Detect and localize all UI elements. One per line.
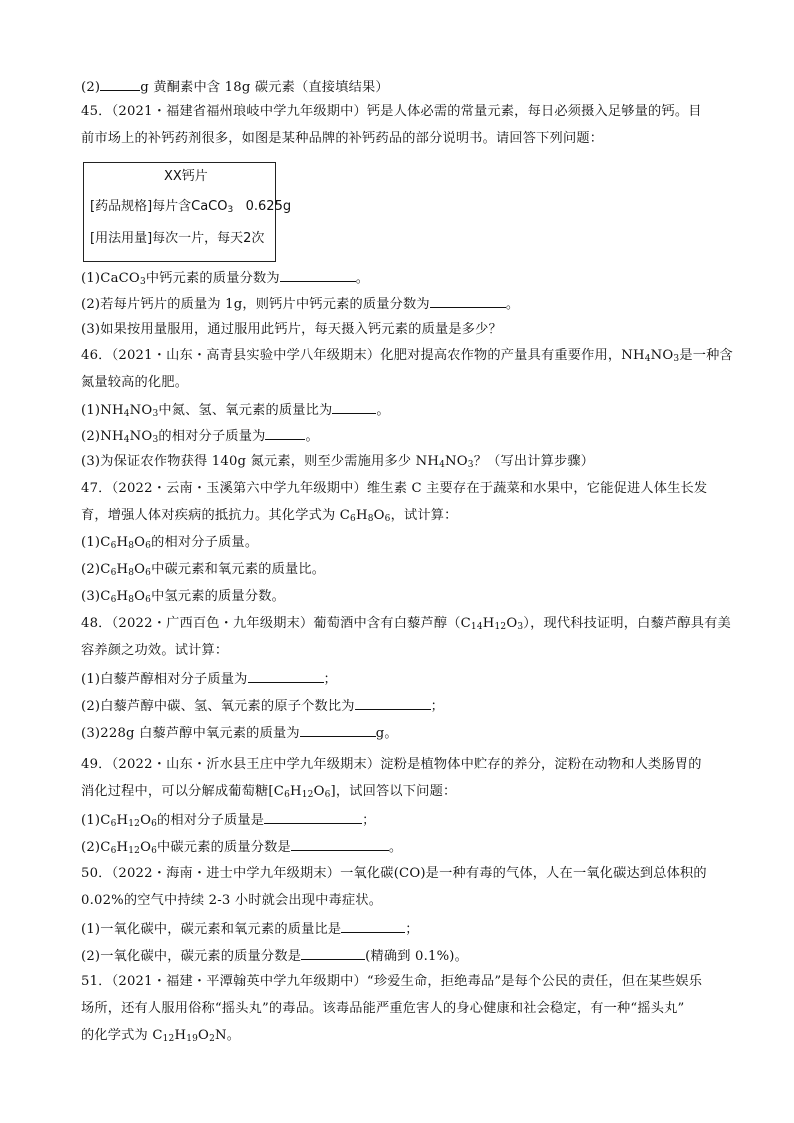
q46-part3: (3)为保证农作物获得 140g 氮元素，则至少需施用多少 $NH_4NO_3$？（写出计算步骤） xyxy=(81,454,595,470)
q50-heading: 50．（2022・海南・进士中学九年级期末）一氧化碳(CO)是一种有毒的气体，人在一氧化碳达到总体积的 xyxy=(81,866,707,881)
answer-blank[interactable] xyxy=(100,76,140,91)
answer-blank[interactable] xyxy=(265,425,305,440)
q48-part3: (3)228g 白藜芦醇中氧元素的质量为 g。 xyxy=(81,722,398,744)
q49-part2: $(2)C_6H_{12}O_6$中碳元素的质量分数是 。 xyxy=(81,836,402,858)
q47-part3: $(3)C_6H_8O_6$中氢元素的质量分数。 xyxy=(81,589,285,605)
answer-blank[interactable] xyxy=(248,668,324,683)
answer-blank[interactable] xyxy=(264,809,362,824)
medicine-spec: [药品规格]每片含CaCO$_3$ 0.625g xyxy=(90,199,292,215)
answer-blank[interactable] xyxy=(301,945,365,960)
q47-heading-cont: 育，增强人体对疾病的抵抗力。其化学式为 $C_6H_8O_6$，试计算： xyxy=(81,508,458,524)
q51-heading: 51．（2021・福建・平潭翰英中学九年级期中）“珍爱生命，拒绝毒品”是每个公民的责任，但在某些娱乐 xyxy=(81,974,703,989)
q48-heading: 48．（2022・广西百色・九年级期末）葡萄酒中含有白藜芦醇$(C_{14}H_{12}O_3)$，现代科技证明，白藜芦醇具有美 xyxy=(81,616,731,632)
q45-part3: (3)如果按用量服用，通过服用此钙片，每天摄入钙元素的质量是多少？ xyxy=(81,322,502,337)
answer-blank[interactable] xyxy=(291,836,389,851)
q45-part1: (1)CaCO$_3$中钙元素的质量分数为 。 xyxy=(81,267,369,289)
answer-blank[interactable] xyxy=(355,695,431,710)
q49-part1: $(1)C_6H_{12}O_6$的相对分子质量是 ； xyxy=(81,809,376,831)
q48-heading-cont: 容养颜之功效。试计算： xyxy=(81,643,229,658)
medicine-usage: [用法用量]每次一片，每天2次 xyxy=(90,231,265,246)
q50-heading-cont: 0.02%的空气中持续 2-3 小时就会出现中毒症状。 xyxy=(81,893,383,908)
q45-heading: 45．（2021・福建省福州琅岐中学九年级期中）钙是人体必需的常量元素，每日必须摄入足够量的钙。目 xyxy=(81,104,702,119)
q48-part1: (1)白藜芦醇相对分子质量为 ； xyxy=(81,668,337,690)
q47-part1: $(1)C_6H_8O_6$的相对分子质量。 xyxy=(81,535,259,551)
q49-heading-cont: 消化过程中，可以分解成葡萄糖$[C_6H_{12}O_6]$，试回答以下问题： xyxy=(81,784,457,800)
q44-part2: (2) g 黄酮素中含 18g 碳元素（直接填结果） xyxy=(81,76,389,98)
q47-heading: 47．（2022・云南・玉溪第六中学九年级期中）维生素 C 主要存在于蔬菜和水果中，它能促进人体生长发 xyxy=(81,481,708,496)
q46-heading: 46．（2021・山东・高青县实验中学八年级期末）化肥对提高农作物的产量具有重要作用，$NH_4NO_3$是一种含 xyxy=(81,348,733,364)
q45-part2: (2)若每片钙片的质量为 1g，则钙片中钙元素的质量分数为 。 xyxy=(81,293,519,315)
medicine-label-box xyxy=(83,162,292,262)
q46-heading-cont: 氮量较高的化肥。 xyxy=(81,375,189,390)
answer-blank[interactable] xyxy=(430,293,506,308)
answer-blank[interactable] xyxy=(332,399,376,414)
q45-heading-cont: 前市场上的补钙药剂很多，如图是某种品牌的补钙药品的部分说明书。请回答下列问题： xyxy=(81,131,604,146)
medicine-title: XX钙片 xyxy=(164,169,208,184)
q46-part2: $(2)NH_4NO_3$的相对分子质量为 。 xyxy=(81,425,319,447)
q51-heading-cont2: 的化学式为 $C_{12}H_{19}O_2N$。 xyxy=(81,1028,241,1044)
answer-blank[interactable] xyxy=(300,722,376,737)
q49-heading: 49．（2022・山东・沂水县王庄中学九年级期末）淀粉是植物体中贮存的养分，淀粉在动物和人类肠胃的 xyxy=(81,757,702,772)
answer-blank[interactable] xyxy=(280,267,356,282)
q51-heading-cont: 场所，还有人服用俗称“摇头丸”的毒品。该毒品能严重危害人的身心健康和社会稳定，有一种“摇头丸” xyxy=(81,1001,685,1016)
q46-part1: $(1)NH_4NO_3$中氮、氢、氧元素的质量比为 。 xyxy=(81,399,390,421)
answer-blank[interactable] xyxy=(341,918,405,933)
q50-part2: (2)一氧化碳中，碳元素的质量分数是 (精确到 0.1%)。 xyxy=(81,945,468,967)
q50-part1: (1)一氧化碳中，碳元素和氧元素的质量比是 ； xyxy=(81,918,419,940)
q48-part2: (2)白藜芦醇中碳、氢、氧元素的原子个数比为 ； xyxy=(81,695,444,717)
q47-part2: $(2)C_6H_8O_6$中碳元素和氧元素的质量比。 xyxy=(81,562,326,578)
